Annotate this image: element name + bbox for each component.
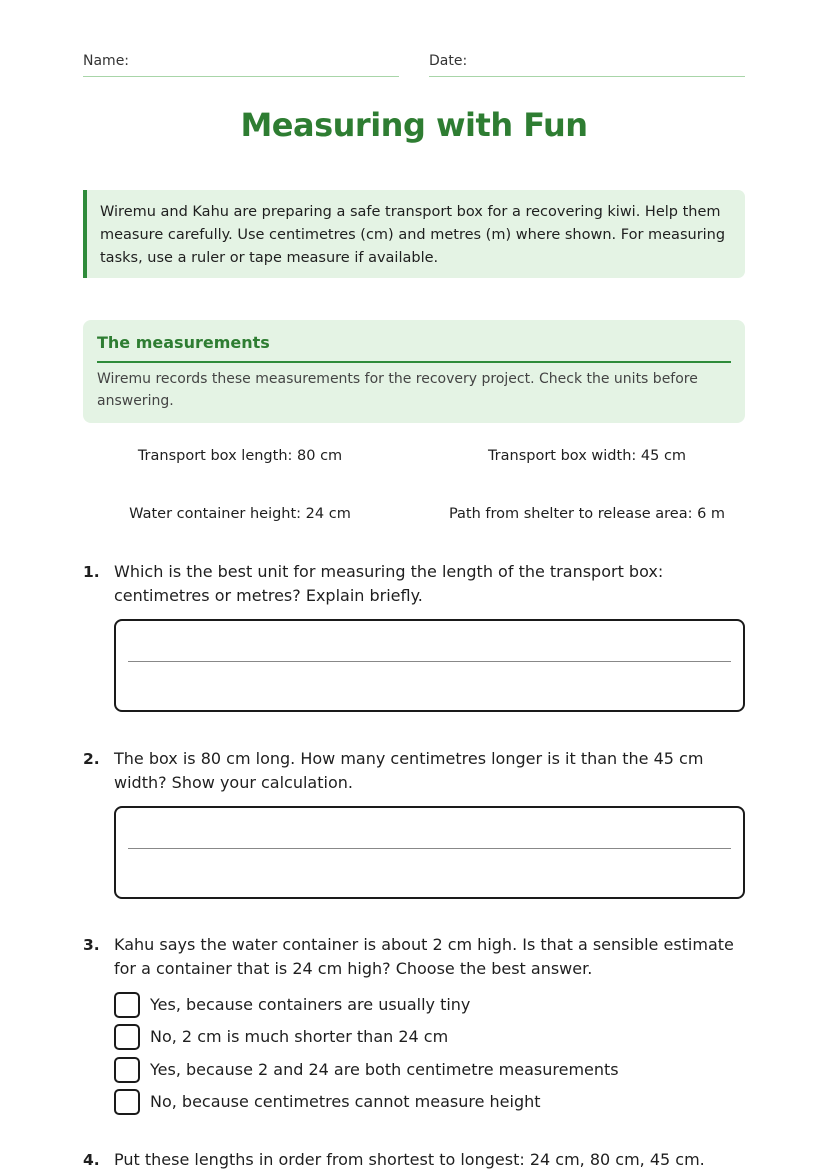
choice-label: Yes, because 2 and 24 are both centimetre measurements	[150, 1060, 619, 1079]
measurement-item: Path from shelter to release area: 6 m	[448, 506, 726, 522]
checkbox[interactable]	[114, 1057, 140, 1083]
date-field[interactable]	[429, 50, 745, 77]
question-number: 2.	[83, 750, 100, 768]
question-text: Put these lengths in order from shortest to longest: 24 cm, 80 cm, 45 cm.	[114, 1150, 705, 1169]
answer-line	[128, 848, 731, 849]
answer-box[interactable]	[114, 806, 745, 899]
intro-box	[83, 190, 745, 278]
choice-label: No, 2 cm is much shorter than 24 cm	[150, 1027, 449, 1046]
question-number: 3.	[83, 936, 100, 954]
measurement-item: Transport box length: 80 cm	[137, 448, 343, 464]
name-label: Name:	[83, 53, 130, 69]
header-fields	[83, 50, 745, 77]
measurements-box	[83, 320, 745, 423]
date-label: Date:	[429, 53, 468, 69]
measurement-item: Water container height: 24 cm	[129, 506, 351, 522]
choice-label: Yes, because containers are usually tiny	[150, 995, 471, 1014]
choice-label: No, because centimetres cannot measure height	[150, 1092, 541, 1111]
question-number: 1.	[83, 563, 100, 581]
question-number: 4.	[83, 1151, 100, 1169]
checkbox[interactable]	[114, 992, 140, 1018]
checkbox[interactable]	[114, 1024, 140, 1050]
name-field[interactable]	[83, 50, 399, 77]
answer-box[interactable]	[114, 619, 745, 712]
answer-line	[128, 661, 731, 662]
intro-text: Wiremu and Kahu are preparing a safe transport box for a recovering kiwi. Help them measure carefully. Use centimetres (cm) and metres (m) where shown. For measuring tasks, use a ruler or tape measure if available.	[100, 204, 726, 266]
checkbox[interactable]	[114, 1089, 140, 1115]
page-title: Measuring with Fun	[240, 106, 588, 144]
measurements-heading: The measurements	[97, 333, 731, 363]
question-text: Which is the best unit for measuring the length of the transport box: centimetres or metres? Explain briefly.	[114, 562, 664, 605]
measurement-item: Transport box width: 45 cm	[487, 448, 687, 464]
question-text: Kahu says the water container is about 2 cm high. Is that a sensible estimate for a container that is 24 cm high? Choose the best answer.	[114, 935, 734, 978]
question-text: The box is 80 cm long. How many centimetres longer is it than the 45 cm width? Show your calculation.	[114, 749, 704, 792]
measurements-description: Wiremu records these measurements for the recovery project. Check the units before answering.	[97, 371, 698, 409]
